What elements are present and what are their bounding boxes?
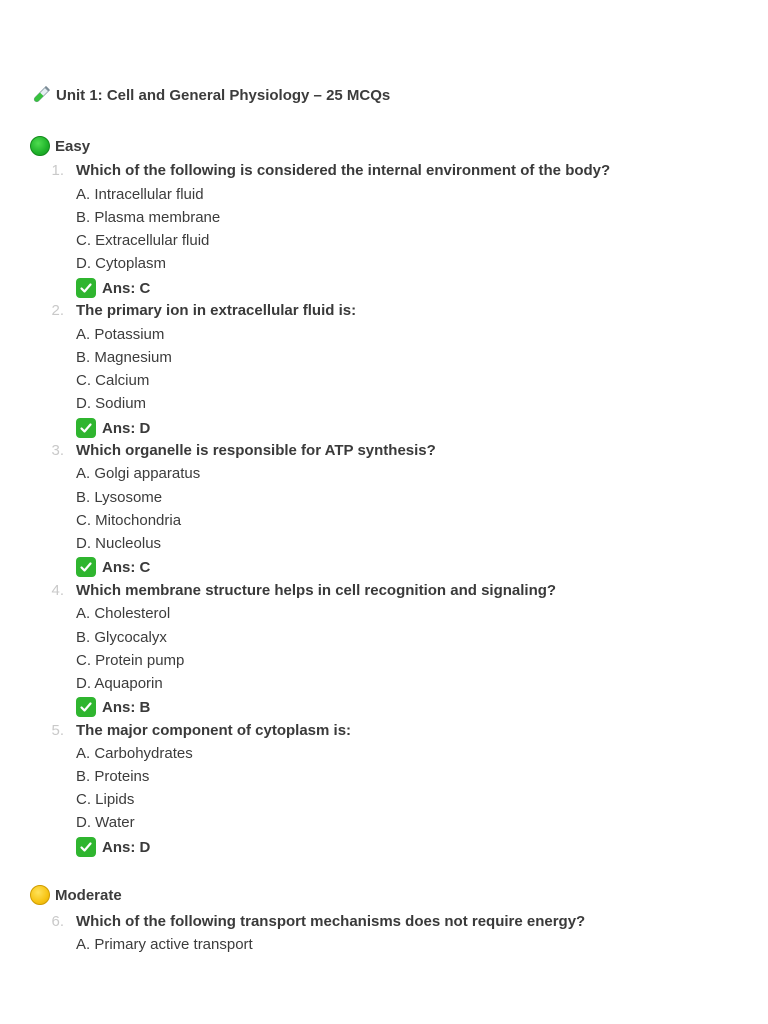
section-easy-label: Easy <box>55 137 91 155</box>
question-number: 1. <box>51 162 64 179</box>
answer-key <box>76 278 150 298</box>
section-moderate-heading <box>30 884 122 906</box>
question-text: Which of the following is considered the internal environment of the body? <box>76 162 611 179</box>
unit-title-text: Unit 1: Cell and General Physiology – 25 MCQs <box>56 86 391 104</box>
question-text: Which membrane structure helps in cell recognition and signaling? <box>76 582 557 599</box>
section-moderate-label: Moderate <box>55 886 122 904</box>
question-number: 2. <box>51 302 64 319</box>
answer-key-text: Ans: C <box>102 279 151 297</box>
answer-option: B. Proteins <box>76 768 150 785</box>
answer-key <box>76 697 150 717</box>
answer-option: A. Cholesterol <box>76 605 171 622</box>
answer-key-text: Ans: D <box>102 838 151 856</box>
check-mark-icon <box>76 557 96 577</box>
answer-key <box>76 418 150 438</box>
answer-key-text: Ans: B <box>102 698 151 716</box>
yellow-circle-icon <box>30 885 50 905</box>
answer-option: A. Intracellular fluid <box>76 186 204 203</box>
green-circle-icon <box>30 136 50 156</box>
answer-option: B. Lysosome <box>76 489 163 506</box>
answer-option: D. Sodium <box>76 395 147 412</box>
unit-title <box>30 84 390 106</box>
check-mark-icon <box>76 837 96 857</box>
answer-option: D. Nucleolus <box>76 535 162 552</box>
answer-option: C. Lipids <box>76 791 135 808</box>
question-number: 3. <box>51 442 64 459</box>
answer-option: B. Magnesium <box>76 349 172 366</box>
answer-option: B. Glycocalyx <box>76 629 167 646</box>
section-easy-heading <box>30 135 90 157</box>
question-text: Which of the following transport mechanisms does not require energy? <box>76 913 586 930</box>
question-text: The primary ion in extracellular fluid is: <box>76 302 357 319</box>
answer-option: B. Plasma membrane <box>76 209 221 226</box>
check-mark-icon <box>76 697 96 717</box>
question-number: 6. <box>51 913 64 930</box>
test-tube-icon <box>30 84 52 106</box>
answer-option: A. Potassium <box>76 326 165 343</box>
answer-key-text: Ans: D <box>102 419 151 437</box>
check-mark-icon <box>76 278 96 298</box>
answer-key <box>76 837 150 857</box>
question-number: 4. <box>51 582 64 599</box>
question-number: 5. <box>51 722 64 739</box>
answer-option: C. Protein pump <box>76 652 185 669</box>
answer-option: C. Extracellular fluid <box>76 232 210 249</box>
answer-key <box>76 557 150 577</box>
question-text: The major component of cytoplasm is: <box>76 722 352 739</box>
answer-key-text: Ans: C <box>102 558 151 576</box>
check-mark-icon <box>76 418 96 438</box>
answer-option: D. Water <box>76 814 135 831</box>
answer-option: D. Cytoplasm <box>76 255 167 272</box>
answer-option: A. Carbohydrates <box>76 745 193 762</box>
answer-option: D. Aquaporin <box>76 675 163 692</box>
question-text: Which organelle is responsible for ATP synthesis? <box>76 442 436 459</box>
answer-option: A. Golgi apparatus <box>76 465 201 482</box>
answer-option: C. Calcium <box>76 372 150 389</box>
answer-option: C. Mitochondria <box>76 512 182 529</box>
answer-option: A. Primary active transport <box>76 936 253 953</box>
